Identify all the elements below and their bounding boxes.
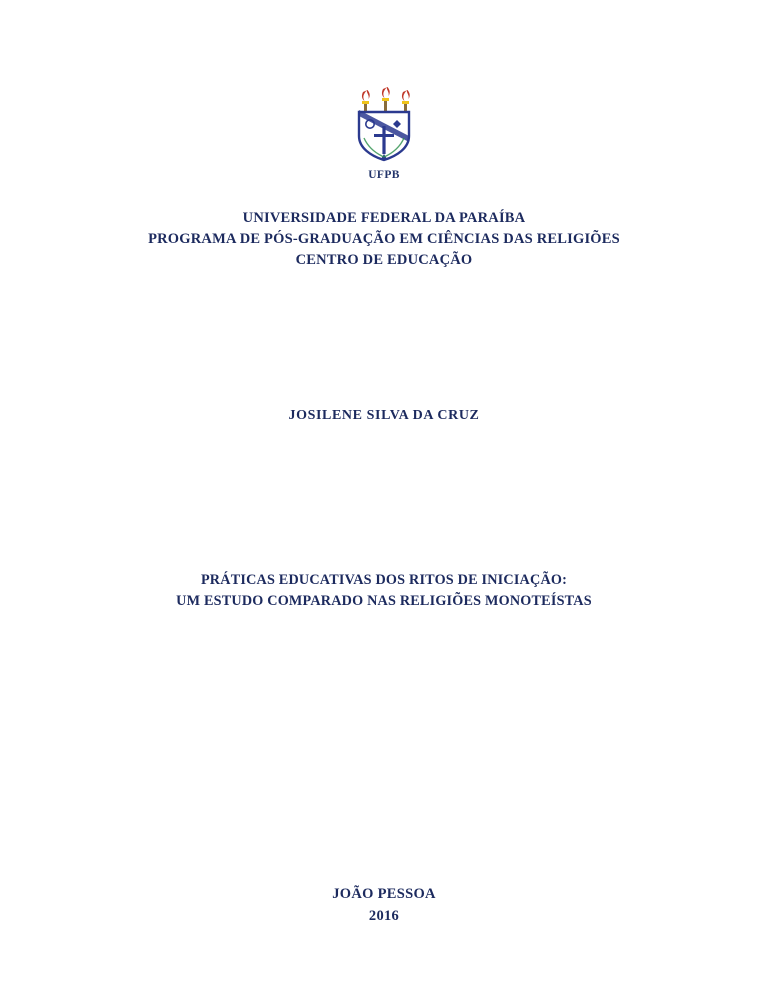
- publication-city: JOÃO PESSOA: [332, 886, 436, 902]
- author-name: JOSILENE SILVA DA CRUZ: [288, 408, 480, 423]
- institution-line-center: CENTRO DE EDUCAÇÃO: [295, 252, 473, 269]
- document-title: [0, 570, 768, 613]
- logo-label: UFPB: [368, 169, 400, 181]
- institution-block: [0, 208, 768, 271]
- publication-footer: [0, 884, 768, 928]
- publication-year: 2016: [368, 907, 400, 924]
- title-line-2: UM ESTUDO COMPARADO NAS RELIGIÕES MONOTEÍSTAS: [176, 593, 592, 610]
- title-line-1: PRÁTICAS EDUCATIVAS DOS RITOS DE INICIAÇÃO:: [200, 572, 568, 588]
- university-logo: [0, 86, 768, 181]
- institution-line-program: PROGRAMA DE PÓS-GRADUAÇÃO EM CIÊNCIAS DAS RELIGIÕES: [148, 231, 620, 248]
- ufpb-crest-icon: [347, 86, 421, 168]
- institution-line-university: UNIVERSIDADE FEDERAL DA PARAÍBA: [242, 210, 526, 226]
